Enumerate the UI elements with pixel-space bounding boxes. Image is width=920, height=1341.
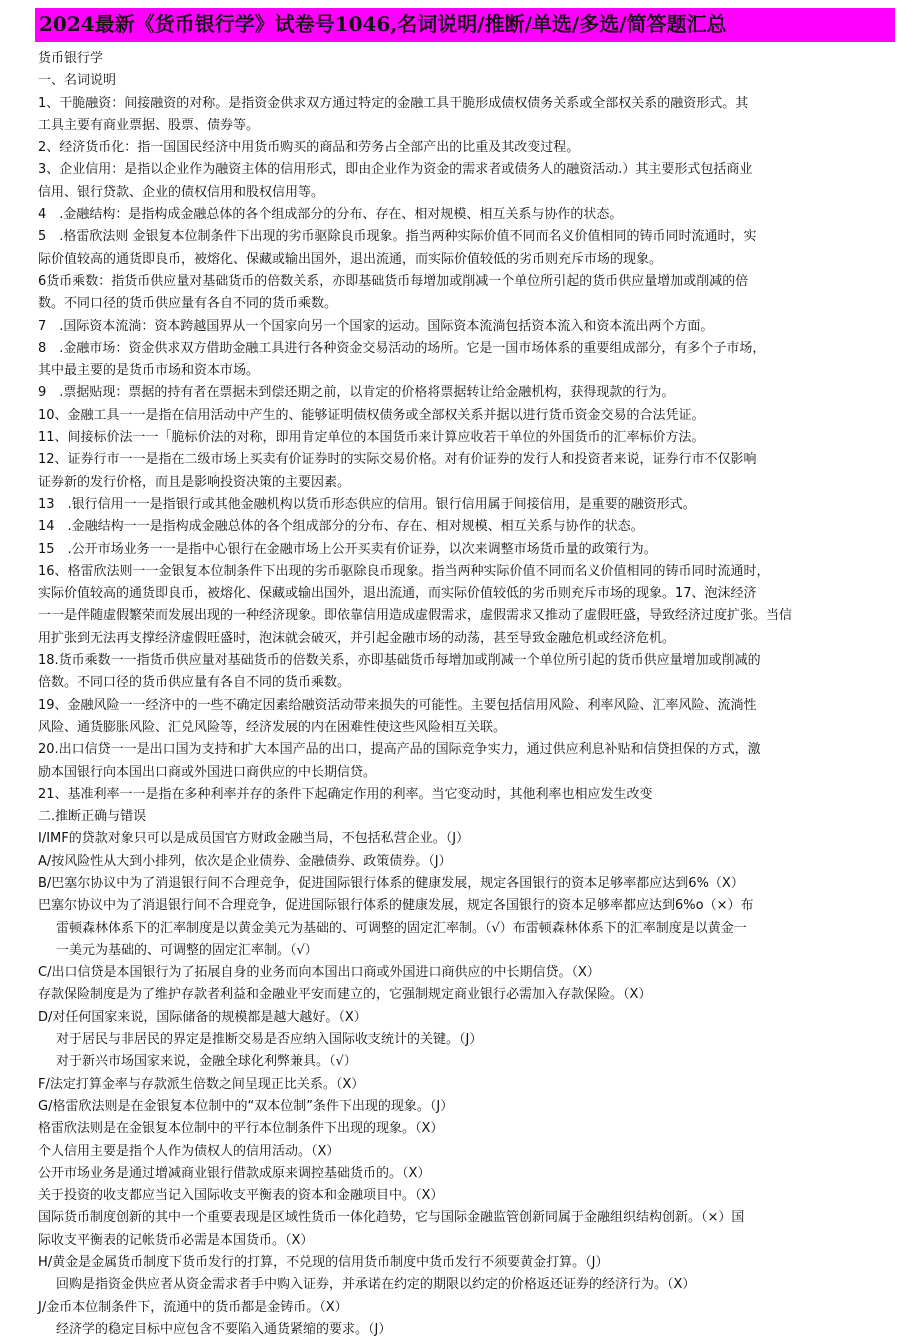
true-false-item: 格雷欣法则是在金银复本位制中的平行本位制条件下出现的现象。（X） [38,1121,444,1137]
document-body [38,48,898,1341]
definition-line: 励本国银行向本国出口商或外国进口商供应的中长期信贷。 [38,764,377,780]
true-false-item: G/格雷欣法则是在金银复本位制中的“双本位制”条件下出现的现象。（J） [38,1098,454,1114]
definition-line: 风险、通货膨胀风险、汇兑风险等，经济发展的内在困难性使这些风险相互关联。 [38,719,507,735]
true-false-item: 巴塞尔协议中为了消退银行间不合理竞争，促进国际银行体系的健康发展，规定各国银行的资本足够率都应达到6%o（×）布 [38,898,754,914]
subject-heading: 货币银行学 [38,51,104,66]
true-false-item: D/对任何国家来说，国际储备的规模都是越大越好。（X） [38,1009,367,1025]
definition-line: 其中最主要的是货币市场和资本市场。 [38,363,260,379]
title-banner [35,8,895,42]
definition-line: 5 .格雷欣法则 金银复本位制条件下出现的劣币驱除良币现象。指当两种实际价值不同而名义价值相同的铸币同时流通时，实 [38,229,757,245]
true-false-item: C/出口信贷是本国银行为了拓展自身的业务而向本国出口商或外国进口商供应的中长期信贷。（X） [38,965,600,981]
true-false-item: F/法定打算金率与存款派生倍数之间呈现正比关系。（X） [38,1076,365,1092]
definition-line: 7 .国际资本流淌：资本跨越国界从一个国家向另一个国家的运动。国际资本流淌包括资本流入和资本流出两个方面。 [38,318,714,334]
true-false-item: 存款保险制度是为了维护存款者利益和金融业平安而建立的，它强制规定商业银行必需加入存款保险。（X） [38,987,652,1003]
true-false-item: 公开市场业务是通过增减商业银行借款成原来调控基础货币的。（X） [38,1165,431,1181]
definition-line: 1、干脆融资：间接融资的对称。是指资金供求双方通过特定的金融工具干脆形成债权债务关系或全部权关系的融资形式。其 [38,95,749,111]
definition-line: 数。不同口径的货币供应量有各自不同的货币乘数。 [38,296,338,312]
definition-line: 15 .公开市场业务一一是指中心银行在金融市场上公开买卖有价证券，以次来调整市场货币量的政策行为。 [38,541,657,557]
true-false-item: H/黄金是金属货币制度下货币发行的打算，不兑现的信用货币制度中货币发行不须要黄金打算。（J） [38,1255,609,1271]
definition-line: 2、经济货币化：指一国国民经济中用货币购买的商品和劳务占全部产出的比重及其改变过程。 [38,140,580,156]
definition-line: 用扩张到无法再支撑经济虚假旺盛时，泡沫就会破灭，并引起金融市场的动荡，甚至导致金融危机或经济危机。 [38,630,676,646]
true-false-item: 对于新兴市场国家来说，金融全球化利弊兼具。（√） [56,1054,357,1070]
true-false-item: 回购是指资金供应者从资金需求者手中购入证券，并承诺在约定的期限以约定的价格返还证券的经济行为。（X） [56,1277,696,1293]
true-false-item: 国际货币制度创新的其中一个重要表现是区域性货币一体化趋势，它与国际金融监管创新同属于金融组织结构创新。（×）国 [38,1210,745,1226]
definition-line: 9 .票据贴现：票据的持有者在票据未到偿还期之前，以肯定的价格将票据转让给金融机构，获得现款的行为。 [38,385,675,401]
definition-line: 实际价值较高的通货即良币，被熔化、保藏或输出国外，退出流通，而实际价值较低的劣币则充斥市场的现象。17、泡沫经济 [38,586,757,602]
definition-line: 倍数。不同口径的货币供应量有各自不同的货币乘数。 [38,675,351,691]
definition-line: 信用、银行贷款、企业的债权信用和股权信用等。 [38,184,325,200]
definition-line: 工具主要有商业票据、股票、债券等。 [38,117,260,133]
true-false-item: 一美元为基础的、可调整的固定汇率制。（√） [56,942,318,958]
true-false-item: 个人信用主要是指个人作为债权人的信用活动。（X） [38,1143,340,1159]
definition-line: 12、证券行市一一是指在二级市场上买卖有价证券时的实际交易价格。对有价证券的发行人和投资者来说，证券行市不仅影响 [38,452,757,468]
definition-line: 11、间接标价法一一「脆标价法的对称，即用肯定单位的本国货币来计算应收若干单位的外国货币的汇率标价方法。 [38,430,705,446]
true-false-item: 际收支平衡表的记帐货币必需是本国货币。（X） [38,1232,314,1248]
definition-line: 证券新的发行价格，而且是影响投资决策的主要因素。 [38,474,351,490]
true-false-item: B/巴塞尔协议中为了消退银行间不合理竞争，促进国际银行体系的健康发展，规定各国银行的资本足够率都应达到6%（X） [38,875,744,891]
definition-line: 16、格雷欣法则一一金银复本位制条件下出现的劣币驱除良币现象。指当两种实际价值不同而名义价值相同的铸币同时流通时， [38,563,770,579]
definition-line: 18.货币乘数一一指货币供应量对基础货币的倍数关系，亦即基础货币每增加或削减一个单位所引起的货币供应量增加或削减的 [38,653,761,669]
true-false-list [38,828,898,1341]
true-false-item: J/金币本位制条件下，流通中的货币都是金铸币。（X） [38,1299,348,1315]
definition-line: 一一是伴随虚假繁荣而发展出现的一种经济现象。即依靠信用造成虚假需求，虚假需求又推动了虚假旺盛，导致经济过度扩张。当信 [38,608,793,624]
true-false-item: 雷顿森林体系下的汇率制度是以黄金美元为基础的、可调整的固定汇率制。（√）布雷顿森林体系下的汇率制度是以黄金一 [56,920,747,936]
true-false-item: 经济学的稳定目标中应包含不要陷入通货紧缩的要求。（J） [56,1321,392,1337]
definition-line: 8 .金融市场：资金供求双方借助金融工具进行各种资金交易活动的场所。它是一国市场体系的重要组成部分，有多个子市场， [38,340,766,356]
definition-line: 19、金融风险一一经济中的一些不确定因素给融资活动带来损失的可能性。主要包括信用风险、利率风险、汇率风险、流淌性 [38,697,757,713]
definition-line: 20.出口信贷一一是出口国为支持和扩大本国产品的出口，提高产品的国际竞争实力，通过供应利息补贴和信贷担保的方式，激 [38,742,761,758]
definition-line: 21、基准利率一一是指在多种利率并存的条件下起确定作用的利率。当它变动时，其他利率也相应发生改变 [38,786,653,802]
true-false-item: 对于居民与非居民的界定是推断交易是否应纳入国际收支统计的关键。（J） [56,1032,483,1048]
document-title: 2024最新《货币银行学》试卷号1046,名词说明/推断/单选/多选/简答题汇总 [39,12,727,36]
definition-line: 6货币乘数：指货币供应量对基础货币的倍数关系，亦即基础货币每增加或削减一个单位所引起的货币供应量增加或削减的倍 [38,273,749,289]
definitions-list [38,93,898,807]
definition-line: 10、金融工具一一是指在信用活动中产生的、能够证明债权债务或全部权关系并据以进行货币资金交易的合法凭证。 [38,407,705,423]
section-heading-definitions: 一、名词说明 [38,73,117,89]
definition-line: 14 .金融结构一一是指构成金融总体的各个组成部分的分布、存在、相对规模、相互关系与协作的状态。 [38,519,644,535]
true-false-item: 关于投资的收支都应当记入国际收支平衡表的资本和金融项目中。（X） [38,1188,444,1204]
true-false-item: A/按风险性从大到小排列，依次是企业债券、金融债券、政策债券。（J） [38,853,452,869]
definition-line: 13 .银行信用一一是指银行或其他金融机构以货币形态供应的信用。银行信用属于间接信用，是重要的融资形式。 [38,496,696,512]
true-false-item: I/IMF的贷款对象只可以是成员国官方财政金融当局，不包括私营企业。（J） [38,831,470,847]
definition-line: 际价值较高的通货即良币，被熔化、保藏或输出国外，退出流通，而实际价值较低的劣币则充斥市场的现象。 [38,251,663,267]
definition-line: 3、企业信用：是指以企业作为融资主体的信用形式，即由企业作为资金的需求者或债务人的融资活动.）其主要形式包括商业 [38,162,753,178]
definition-line: 4 .金融结构：是指构成金融总体的各个组成部分的分布、存在、相对规模、相互关系与协作的状态。 [38,207,623,223]
section-heading-true-false: 二.推断正确与错误 [38,809,147,825]
